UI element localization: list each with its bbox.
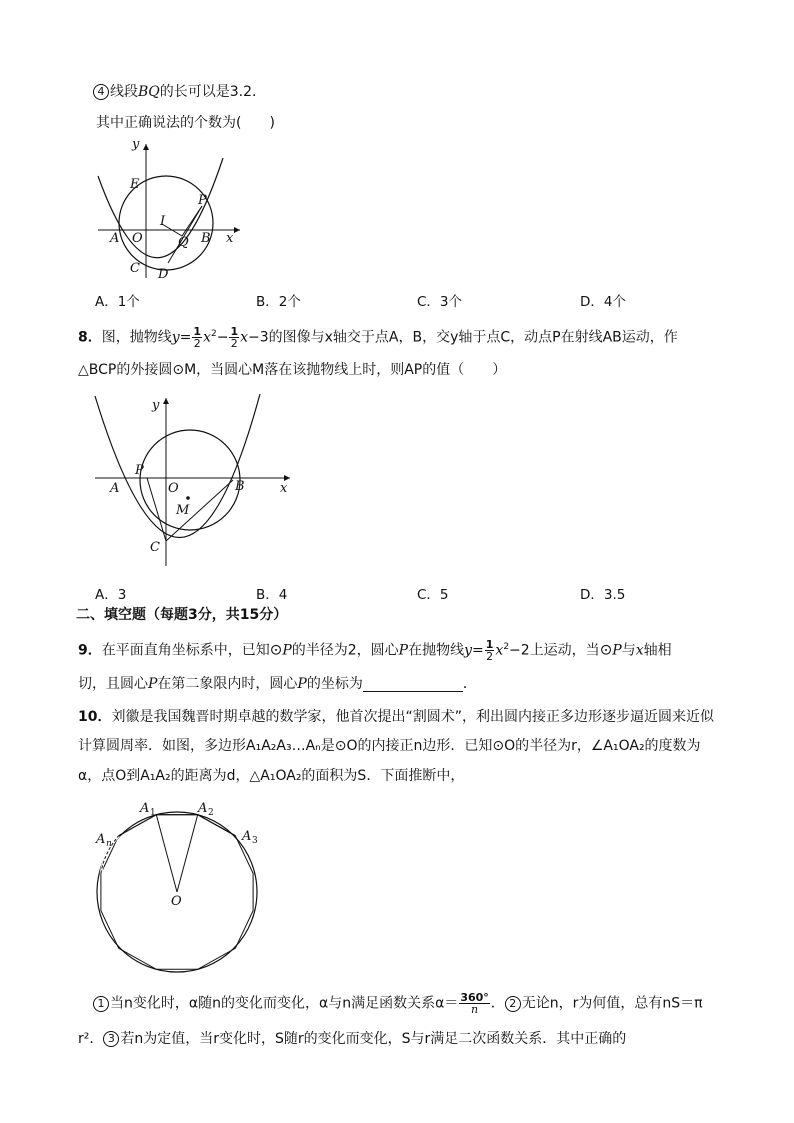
svg-text:O: O (168, 481, 179, 496)
svg-text:C: C (150, 540, 160, 555)
circled-number: 4 (93, 84, 109, 100)
q10-statement-1: 1 当n变化时，α随n的变化而变化，α与n满足函数关系α＝ $\frac{360^\circ}{n}$ ． 2 无论n，r为何值，总有nS＝π (93, 992, 703, 1015)
svg-text:A: A (96, 832, 106, 847)
svg-text:3: 3 (252, 836, 258, 846)
svg-text:2: 2 (208, 808, 214, 818)
fraction: $\frac{1}{2}$ (230, 325, 239, 351)
q10-figure (92, 798, 267, 978)
fraction: $\frac{1}{2}$ (485, 638, 494, 664)
q10-line-2: 计算圆周率．如图，多边形A₁A₂A₃…Aₙ是⊙O的内接正n边形．已知⊙O的半径为r，∠A₁OA₂的度数为 (78, 738, 701, 754)
section-title: 二、填空题（每题3分，共15分） (76, 607, 288, 623)
q8-figure (90, 394, 300, 569)
q9-line-2: 切，且圆心P在第二象限内时，圆心P的坐标为 ． (78, 676, 477, 692)
q8-option-c[interactable]: C．5 (417, 587, 449, 603)
q10-line-3: α，点O到A₁A₂的距离为d，△A₁OA₂的面积为S．下面推断中， (78, 768, 465, 784)
q8-line-2: △BCP的外接圆⊙M，当圆心M落在该抛物线上时，则AP的值（ ） (78, 362, 507, 378)
fraction: $\frac{360^\circ}{n}$ (460, 991, 489, 1016)
q8-option-d[interactable]: D．3.5 (580, 587, 626, 603)
svg-text:x: x (226, 231, 234, 246)
circled-number: 2 (505, 996, 521, 1012)
q7-option-c[interactable]: C．3个 (417, 294, 463, 310)
circled-number: 3 (103, 1031, 119, 1047)
svg-text:P: P (135, 463, 144, 478)
answer-blank[interactable] (363, 677, 463, 692)
circle-m (140, 430, 240, 530)
fraction: $\frac{1}{2}$ (193, 325, 202, 351)
q10-line-1: 10．刘徽是我国魏晋时期卓越的数学家，他首次提出“割圆术”，利出圆内接正多边形逐步逼近圆来近似 (78, 709, 714, 725)
svg-text:Q: Q (178, 235, 189, 250)
q7-figure (90, 138, 250, 283)
svg-text:1: 1 (150, 808, 156, 818)
svg-text:I: I (160, 214, 166, 229)
svg-text:B: B (235, 479, 245, 494)
center-m-dot (186, 496, 190, 500)
svg-text:y: y (132, 137, 140, 152)
svg-text:E: E (130, 177, 140, 192)
svg-text:D: D (158, 267, 169, 282)
svg-text:O: O (171, 894, 182, 909)
q8-line-1: 8．图，抛物线y= $\frac{1}{2}$ $x^2-$ $\frac{1}{2}$ x−3的图像与x轴交于点A，B，交y轴于点C，动点P在射线AB运动，作 (78, 325, 678, 351)
svg-text:C: C (130, 261, 140, 276)
q9-line-1: 9．在平面直角坐标系中，已知⊙P的半径为2，圆心P在抛物线y= $\frac{1}{2}$ $x^2-2$上运动，当⊙P与x轴相 (78, 638, 672, 664)
q8-option-a[interactable]: A．3 (95, 587, 127, 603)
q8-option-b[interactable]: B．4 (256, 587, 288, 603)
circled-number: 1 (93, 996, 109, 1012)
svg-text:A: A (110, 481, 120, 496)
q7-option-b[interactable]: B．2个 (256, 294, 301, 310)
svg-text:A: A (242, 829, 252, 844)
svg-text:A: A (110, 231, 120, 246)
svg-text:A: A (198, 801, 208, 816)
svg-text:A: A (140, 801, 150, 816)
q7-option-d[interactable]: D．4个 (580, 294, 626, 310)
svg-text:P: P (198, 193, 207, 208)
q7-item-4: 4 线段BQ的长可以是3.2． (93, 82, 266, 102)
q10-statement-cont: r²． 3 若n为定值，当r变化时，S随r的变化而变化，S与r满足二次函数关系．其中正确的 (78, 1031, 627, 1047)
svg-text:y: y (152, 398, 160, 413)
q7-option-a[interactable]: A．1个 (95, 294, 140, 310)
svg-text:O: O (132, 231, 143, 246)
svg-text:x: x (280, 481, 288, 496)
svg-text:n: n (106, 839, 112, 849)
q7-question: 其中正确说法的个数为( ) (96, 115, 275, 131)
svg-text:B: B (201, 231, 211, 246)
svg-text:M: M (176, 503, 190, 518)
